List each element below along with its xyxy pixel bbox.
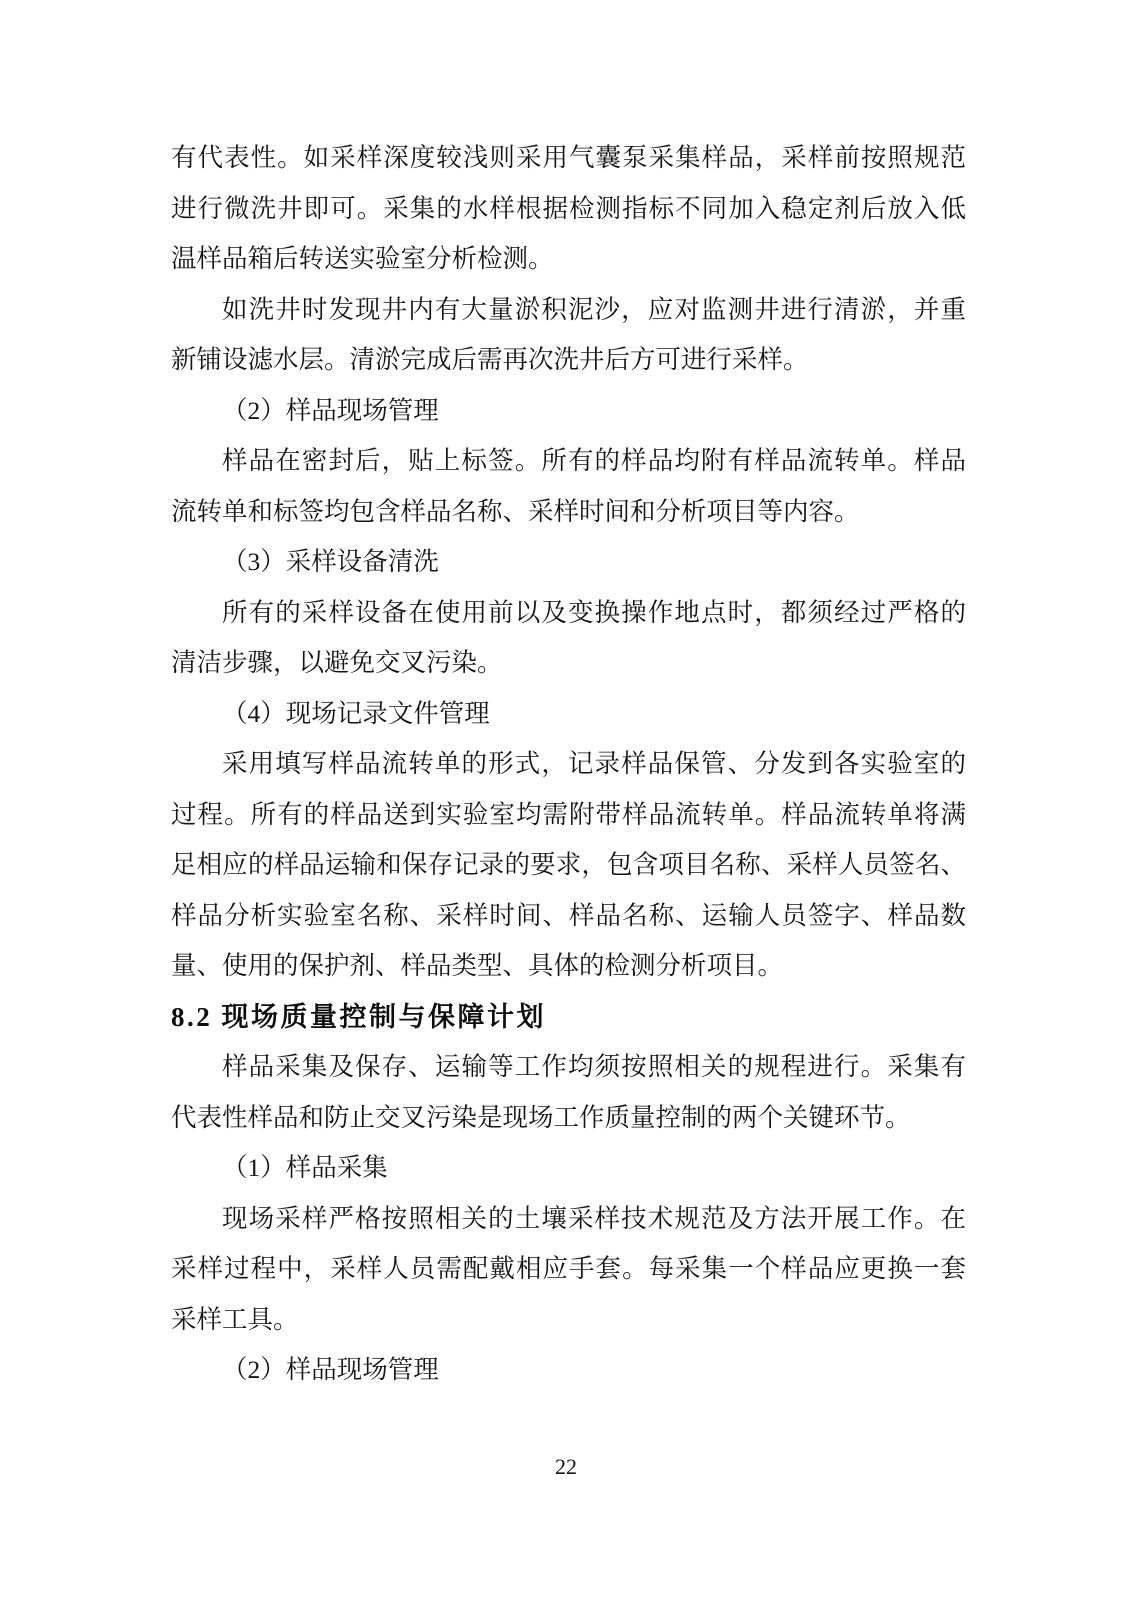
list-item-3-equipment-cleaning: （3）采样设备清洗 bbox=[222, 547, 439, 576]
text-line: 过程。所有的样品送到实验室均需附带样品流转单。样品流转单将满 bbox=[171, 799, 966, 829]
text-line: 代表性样品和防止交叉污染是现场工作质量控制的两个关键环节。 bbox=[171, 1102, 911, 1132]
text-line: 温样品箱后转送实验室分析检测。 bbox=[171, 244, 554, 273]
list-item-1-sample-collection: （1）样品采集 bbox=[222, 1153, 388, 1182]
text-line: 如洗井时发现井内有大量淤积泥沙，应对监测井进行清淤，并重 bbox=[222, 294, 966, 324]
section-heading-8-2: 8.2 现场质量控制与保障计划 bbox=[171, 1001, 546, 1032]
list-item-4-field-records: （4）现场记录文件管理 bbox=[222, 698, 490, 728]
text-line: 有代表性。如采样深度较浅则采用气囊泵采集样品，采样前按照规范 bbox=[171, 143, 966, 172]
text-line: 清洁步骤，以避免交叉污染。 bbox=[171, 648, 503, 677]
text-line: 采样过程中，采样人员需配戴相应手套。每采集一个样品应更换一套 bbox=[171, 1254, 966, 1283]
text-line: 采用填写样品流转单的形式，记录样品保管、分发到各实验室的 bbox=[222, 749, 966, 778]
text-line: 流转单和标签均包含样品名称、采样时间和分析项目等内容。 bbox=[171, 496, 860, 526]
text-line: 现场采样严格按照相关的土壤采样技术规范及方法开展工作。在 bbox=[222, 1203, 966, 1233]
text-line: 样品分析实验室名称、采样时间、样品名称、运输人员签字、样品数 bbox=[171, 900, 966, 930]
text-line: 进行微洗井即可。采集的水样根据检测指标不同加入稳定剂后放入低 bbox=[171, 193, 966, 223]
text-line: 量、使用的保护剂、样品类型、具体的检测分析项目。 bbox=[171, 951, 784, 980]
text-line: 采样工具。 bbox=[171, 1304, 299, 1334]
text-line: 样品采集及保存、运输等工作均须按照相关的规程进行。采集有 bbox=[222, 1052, 966, 1081]
page-number: 22 bbox=[555, 1454, 577, 1479]
list-item-2-sample-site-management: （2）样品现场管理 bbox=[222, 1355, 439, 1384]
text-line: 所有的采样设备在使用前以及变换操作地点时，都须经过严格的 bbox=[222, 597, 966, 627]
document-body bbox=[171, 133, 966, 1396]
list-item-2-sample-site-management: （2）样品现场管理 bbox=[222, 395, 439, 425]
text-line: 足相应的样品运输和保存记录的要求，包含项目名称、采样人员签名、 bbox=[171, 850, 966, 879]
text-line: 新铺设滤水层。清淤完成后需再次洗井后方可进行采样。 bbox=[171, 345, 809, 374]
text-line: 样品在密封后，贴上标签。所有的样品均附有样品流转单。样品 bbox=[222, 446, 966, 475]
